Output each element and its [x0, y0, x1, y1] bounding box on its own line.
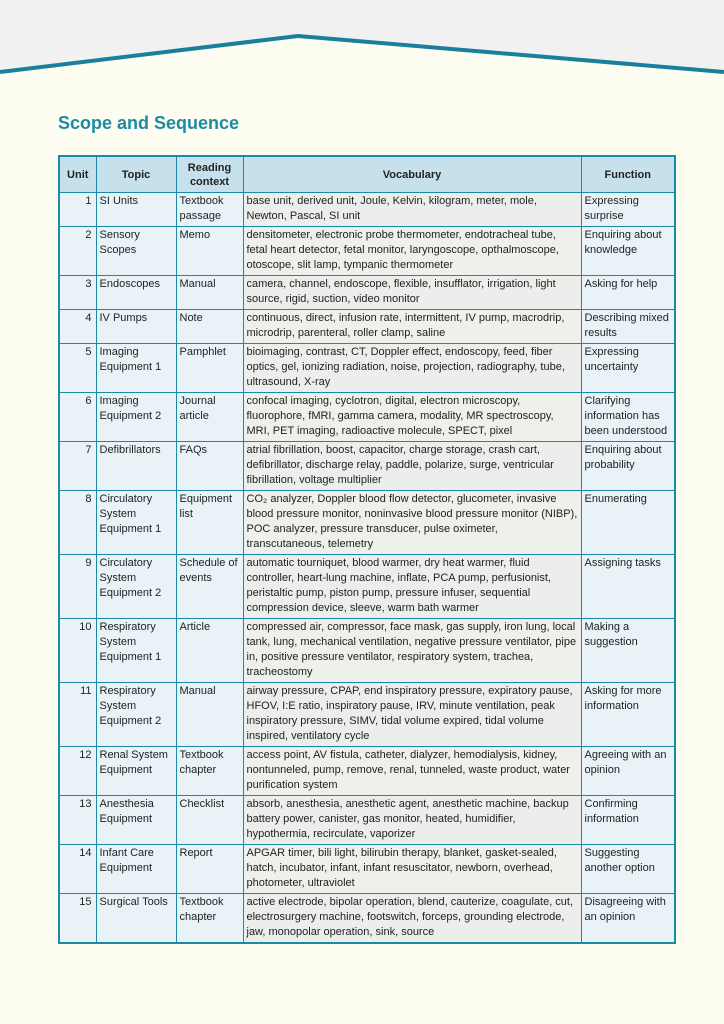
vocabulary-cell: access point, AV fistula, catheter, dialyzer, hemodialysis, kidney, nontunneled, pump, remove, renal, tunneled, waste product, water purification system	[243, 747, 581, 796]
unit-cell: 9	[59, 555, 96, 619]
function-cell: Enquiring about knowledge	[581, 227, 675, 276]
vocabulary-cell: bioimaging, contrast, CT, Doppler effect, endoscopy, feed, fiber optics, gel, ionizing radiation, noise, projection, radiography, tube, ultrasound, X-ray	[243, 344, 581, 393]
table-header-row	[59, 156, 675, 193]
reading-context-cell: Pamphlet	[176, 344, 243, 393]
vocabulary-cell: atrial fibrillation, boost, capacitor, charge storage, crash cart, defibrillator, discharge relay, paddle, polarize, surge, ventricular fibrillation, voltage multiplier	[243, 442, 581, 491]
table-row	[59, 619, 675, 683]
table-row	[59, 227, 675, 276]
reading-context-cell: Textbook passage	[176, 193, 243, 227]
reading-context-cell: Textbook chapter	[176, 894, 243, 944]
table-row	[59, 193, 675, 227]
unit-cell: 4	[59, 310, 96, 344]
table-row	[59, 491, 675, 555]
unit-cell: 11	[59, 683, 96, 747]
topic-cell: Circulatory System Equipment 2	[96, 555, 176, 619]
table-row	[59, 555, 675, 619]
unit-cell: 7	[59, 442, 96, 491]
header-topic: Topic	[96, 156, 176, 193]
unit-cell: 15	[59, 894, 96, 944]
vocabulary-cell: continuous, direct, infusion rate, intermittent, IV pump, macrodrip, microdrip, parenteral, roller clamp, saline	[243, 310, 581, 344]
topic-cell: Endoscopes	[96, 276, 176, 310]
table-row	[59, 845, 675, 894]
topic-cell: Surgical Tools	[96, 894, 176, 944]
topic-cell: Infant Care Equipment	[96, 845, 176, 894]
reading-context-cell: Manual	[176, 683, 243, 747]
vocabulary-cell: CO₂ analyzer, Doppler blood flow detector, glucometer, invasive blood pressure monitor, noninvasive blood pressure monitor (NIBP), POC analyzer, pressure transducer, pulse oximeter, transcutaneous, telemetry	[243, 491, 581, 555]
topic-cell: Imaging Equipment 2	[96, 393, 176, 442]
unit-cell: 14	[59, 845, 96, 894]
reading-context-cell: Schedule of events	[176, 555, 243, 619]
vocabulary-cell: camera, channel, endoscope, flexible, insufflator, irrigation, light source, rigid, suction, video monitor	[243, 276, 581, 310]
function-cell: Clarifying information has been understood	[581, 393, 675, 442]
vocabulary-cell: APGAR timer, bili light, bilirubin therapy, blanket, gasket-sealed, hatch, incubator, infant, infant resuscitator, newborn, overhead, photometer, ultraviolet	[243, 845, 581, 894]
table-row	[59, 393, 675, 442]
topic-cell: Defibrillators	[96, 442, 176, 491]
table-body	[59, 193, 675, 944]
vocabulary-cell: confocal imaging, cyclotron, digital, electron microscopy, fluorophore, fMRI, gamma camera, modality, MR spectroscopy, MRI, PET imaging, radioactive molecule, SPECT, pixel	[243, 393, 581, 442]
unit-cell: 6	[59, 393, 96, 442]
topic-cell: Anesthesia Equipment	[96, 796, 176, 845]
unit-cell: 10	[59, 619, 96, 683]
reading-context-cell: Note	[176, 310, 243, 344]
table-row	[59, 442, 675, 491]
vocabulary-cell: densitometer, electronic probe thermometer, endotracheal tube, fetal heart detector, fetal monitor, laryngoscope, opthalmoscope, otoscope, slit lamp, tympanic thermometer	[243, 227, 581, 276]
vocabulary-cell: compressed air, compressor, face mask, gas supply, iron lung, local tank, lung, mechanical ventilation, negative pressure ventilator, pipe in, positive pressure ventilator, respiratory system, trachea, tracheostomy	[243, 619, 581, 683]
function-cell: Enquiring about probability	[581, 442, 675, 491]
function-cell: Disagreeing with an opinion	[581, 894, 675, 944]
table-row	[59, 683, 675, 747]
function-cell: Assigning tasks	[581, 555, 675, 619]
table-row	[59, 276, 675, 310]
unit-cell: 8	[59, 491, 96, 555]
unit-cell: 3	[59, 276, 96, 310]
topic-cell: Circulatory System Equipment 1	[96, 491, 176, 555]
header-unit: Unit	[59, 156, 96, 193]
function-cell: Agreeing with an opinion	[581, 747, 675, 796]
topic-cell: Respiratory System Equipment 2	[96, 683, 176, 747]
reading-context-cell: Journal article	[176, 393, 243, 442]
topic-cell: SI Units	[96, 193, 176, 227]
vocabulary-cell: active electrode, bipolar operation, blend, cauterize, coagulate, cut, electrosurgery machine, footswitch, forceps, grounding electrode, jaw, monopolar operation, sink, source	[243, 894, 581, 944]
topic-cell: IV Pumps	[96, 310, 176, 344]
function-cell: Suggesting another option	[581, 845, 675, 894]
reading-context-cell: Report	[176, 845, 243, 894]
reading-context-cell: FAQs	[176, 442, 243, 491]
reading-context-cell: Checklist	[176, 796, 243, 845]
vocabulary-cell: airway pressure, CPAP, end inspiratory pressure, expiratory pause, HFOV, I:E ratio, inspiratory pause, IRV, minute ventilation, peak inspiratory pressure, SIMV, tidal volume expired, tidal volume inspired, ventilatory cycle	[243, 683, 581, 747]
header-reading-context: Reading context	[176, 156, 243, 193]
unit-cell: 12	[59, 747, 96, 796]
unit-cell: 13	[59, 796, 96, 845]
reading-context-cell: Textbook chapter	[176, 747, 243, 796]
unit-cell: 1	[59, 193, 96, 227]
table-row	[59, 894, 675, 944]
topic-cell: Renal System Equipment	[96, 747, 176, 796]
topic-cell: Imaging Equipment 1	[96, 344, 176, 393]
unit-cell: 2	[59, 227, 96, 276]
function-cell: Asking for more information	[581, 683, 675, 747]
topic-cell: Sensory Scopes	[96, 227, 176, 276]
table-row	[59, 747, 675, 796]
vocabulary-cell: base unit, derived unit, Joule, Kelvin, kilogram, meter, mole, Newton, Pascal, SI unit	[243, 193, 581, 227]
table-row	[59, 344, 675, 393]
function-cell: Expressing uncertainty	[581, 344, 675, 393]
reading-context-cell: Article	[176, 619, 243, 683]
function-cell: Asking for help	[581, 276, 675, 310]
table-row	[59, 310, 675, 344]
vocabulary-cell: automatic tourniquet, blood warmer, dry heat warmer, fluid controller, heart-lung machine, inflate, PCA pump, perfusionist, peristaltic pump, piston pump, pressure infuser, sequential compression device, sleeve, warm bath warmer	[243, 555, 581, 619]
unit-cell: 5	[59, 344, 96, 393]
topic-cell: Respiratory System Equipment 1	[96, 619, 176, 683]
table-row	[59, 796, 675, 845]
vocabulary-cell: absorb, anesthesia, anesthetic agent, anesthetic machine, backup battery power, canister, gas monitor, heated, humidifier, hypothermia, recirculate, vaporizer	[243, 796, 581, 845]
scope-sequence-table	[58, 155, 676, 944]
function-cell: Making a suggestion	[581, 619, 675, 683]
reading-context-cell: Manual	[176, 276, 243, 310]
page-title: Scope and Sequence	[58, 113, 240, 133]
function-cell: Enumerating	[581, 491, 675, 555]
header-function: Function	[581, 156, 675, 193]
page-header-decoration	[0, 0, 724, 80]
header-vocabulary: Vocabulary	[243, 156, 581, 193]
function-cell: Confirming information	[581, 796, 675, 845]
reading-context-cell: Memo	[176, 227, 243, 276]
function-cell: Describing mixed results	[581, 310, 675, 344]
function-cell: Expressing surprise	[581, 193, 675, 227]
reading-context-cell: Equipment list	[176, 491, 243, 555]
